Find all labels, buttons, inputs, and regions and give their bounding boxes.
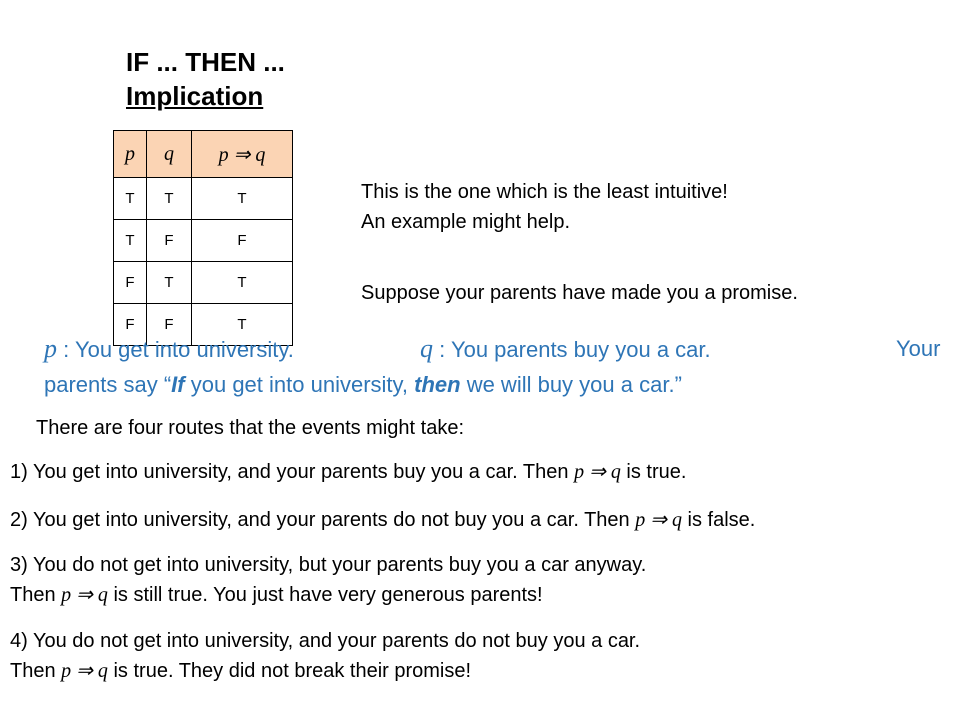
- route-2-result: is false.: [682, 509, 756, 531]
- table-cell: T: [192, 304, 293, 346]
- table-cell: F: [114, 304, 147, 346]
- title-line-2: Implication: [126, 81, 264, 111]
- route-2-text: 2) You get into university, and your parents do not buy you a car. Then: [10, 509, 636, 531]
- table-cell: F: [192, 220, 293, 262]
- route-1-text: 1) You get into university, and your parents buy you a car. Then: [10, 461, 575, 483]
- p-statement: : You get into university.: [57, 337, 294, 362]
- table-cell: T: [147, 178, 192, 220]
- table-cell: T: [147, 262, 192, 304]
- table-cell: F: [147, 304, 192, 346]
- example-quote: [44, 370, 682, 400]
- implication-symbol: p ⇒ q: [61, 584, 108, 606]
- intro-line-3: Suppose your parents have made you a promise.: [361, 282, 798, 304]
- truth-table-header: [114, 131, 293, 178]
- implication-symbol: p ⇒ q: [635, 509, 682, 531]
- route-3-line-2: [10, 583, 543, 607]
- quote-if: If: [171, 372, 185, 397]
- implication-symbol: p ⇒ q: [574, 461, 621, 483]
- quote-part-a: parents say “: [44, 372, 172, 397]
- example-your: Your: [896, 336, 941, 361]
- quote-part-c: we will buy you a car.”: [460, 372, 682, 397]
- table-cell: F: [114, 262, 147, 304]
- table-row: [114, 262, 293, 304]
- truth-table: [113, 130, 293, 346]
- route-4-then: Then: [10, 660, 62, 682]
- route-3-line-1: 3) You do not get into university, but your parents buy you a car anyway.: [10, 554, 647, 576]
- table-row: [114, 178, 293, 220]
- route-1-result: is true.: [620, 461, 687, 483]
- implication-symbol: p ⇒ q: [61, 660, 108, 682]
- example-p: [44, 334, 294, 365]
- route-2: [10, 508, 755, 532]
- q-statement: : You parents buy you a car.: [433, 337, 711, 362]
- header-p: p: [114, 131, 147, 178]
- route-3-result: is still true. You just have very generous parents!: [107, 584, 543, 606]
- quote-part-b: you get into university,: [184, 372, 415, 397]
- table-cell: F: [147, 220, 192, 262]
- quote-then: then: [414, 372, 461, 397]
- intro-line-1: This is the one which is the least intuitive!: [361, 181, 728, 203]
- route-4-line-2: [10, 659, 471, 683]
- table-cell: T: [114, 220, 147, 262]
- title-line-1: IF ... THEN ...: [126, 47, 285, 77]
- route-4-result: is true. They did not break their promise!: [107, 660, 472, 682]
- route-3-then: Then: [10, 584, 62, 606]
- table-cell: T: [192, 262, 293, 304]
- route-4-line-1: 4) You do not get into university, and your parents do not buy you a car.: [10, 630, 641, 652]
- header-q: q: [147, 131, 192, 178]
- table-row: [114, 220, 293, 262]
- p-variable: p: [44, 334, 57, 363]
- routes-heading: There are four routes that the events might take:: [36, 417, 465, 439]
- header-p-implies-q: p ⇒ q: [192, 131, 293, 178]
- example-q: [420, 334, 711, 365]
- route-1: [10, 460, 686, 484]
- q-variable: q: [420, 334, 433, 363]
- intro-line-2: An example might help.: [361, 211, 571, 233]
- table-cell: T: [192, 178, 293, 220]
- table-cell: T: [114, 178, 147, 220]
